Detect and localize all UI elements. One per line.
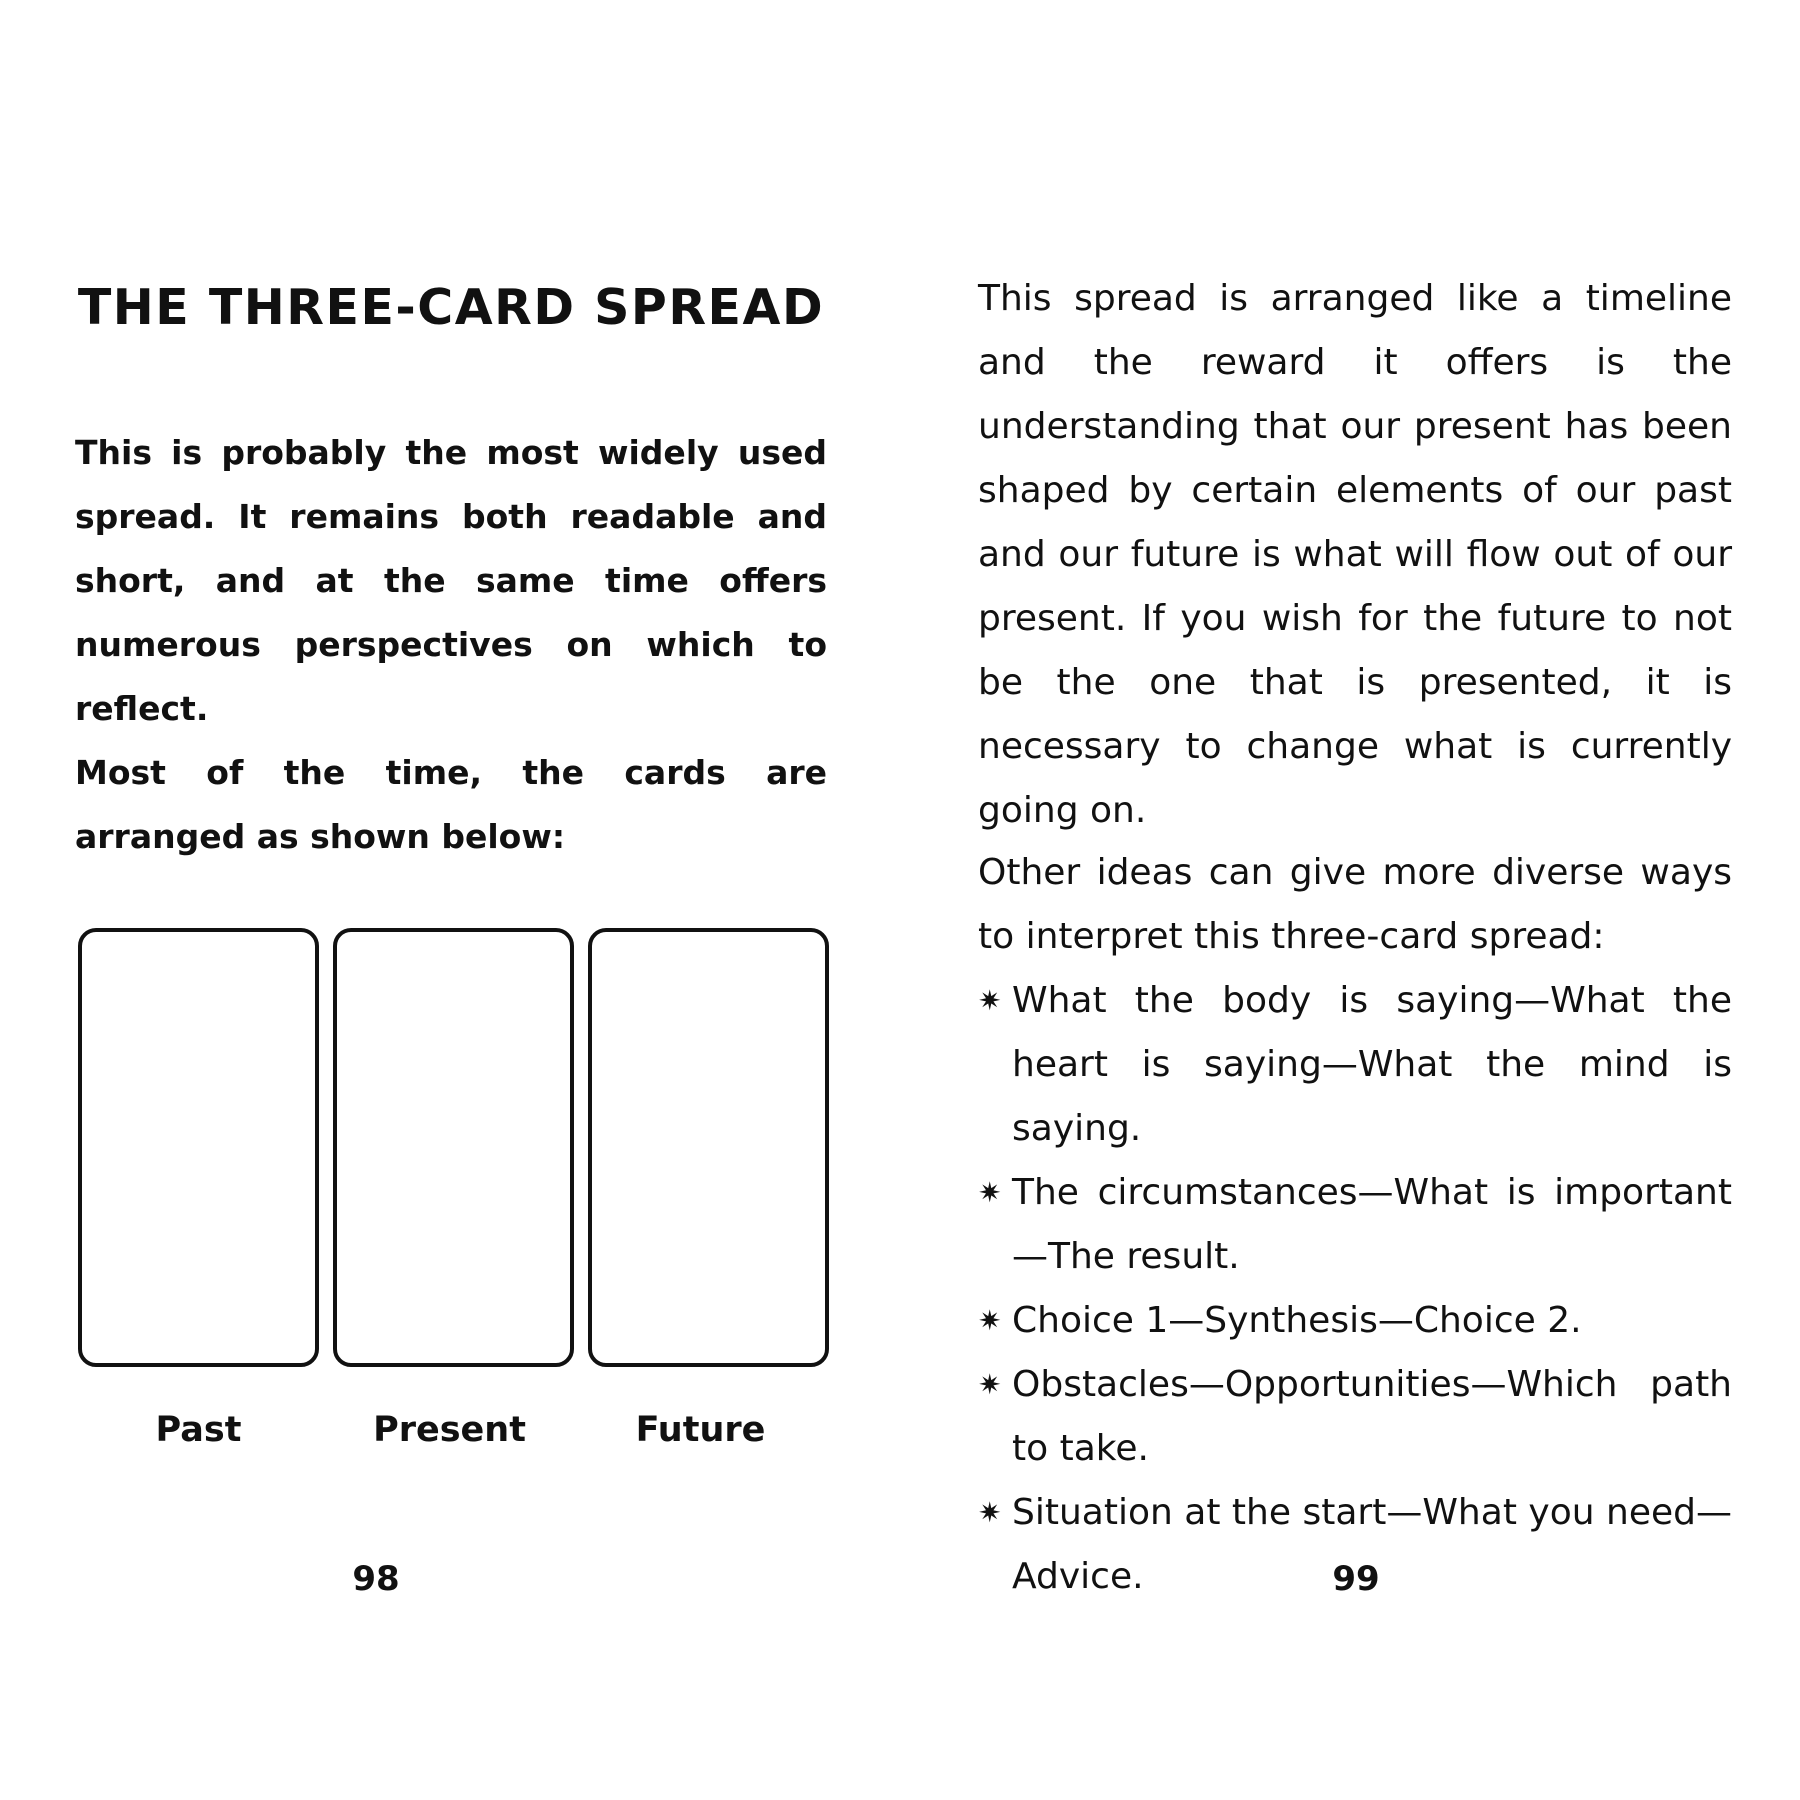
list-item-text: Choice 1—Synthesis—Choice 2. (1012, 1300, 1582, 1341)
left-page (75, 0, 827, 1800)
timeline-paragraph: This spread is arranged like a timeline and the reward it offers is the understanding that our present has been shaped by certain elements of our past and our future is what will flow out of our present. If you wish for the future to not be the one that is presented, it is necessary to change what is currently going on. (978, 278, 1732, 831)
card-spread-diagram (75, 928, 827, 1368)
list-item (978, 969, 1732, 1161)
list-item-text: The circumstances—What is important—The result. (1012, 1172, 1732, 1277)
list-item (978, 1353, 1732, 1481)
star-bullet-icon: ✷ (978, 1496, 1002, 1529)
list-item (978, 1161, 1732, 1289)
page-number-left: 98 (352, 1559, 400, 1599)
star-bullet-icon: ✷ (978, 1368, 1002, 1401)
intro-paragraph: This is probably the most widely used spread. It remains both readable and short, and at the same time offers numerous perspectives on which to reflect. (75, 433, 827, 728)
arrangement-paragraph: Most of the time, the cards are arranged as shown below: (75, 753, 827, 856)
page-number-right: 99 (1332, 1559, 1380, 1599)
star-bullet-icon: ✷ (978, 1176, 1002, 1209)
list-item (978, 1289, 1732, 1353)
page-title: THE THREE-CARD SPREAD (77, 279, 825, 336)
right-page (978, 0, 1732, 1800)
card-label-past: Past (155, 1410, 242, 1450)
list-item-text: Obstacles—Opportunities—Which path to take. (1012, 1364, 1732, 1469)
card-label-future: Future (635, 1410, 766, 1450)
other-ideas-paragraph: Other ideas can give more diverse ways to interpret this three-card spread: (978, 852, 1732, 957)
list-item-text: Situation at the start—What you need—Advice. (1012, 1492, 1732, 1597)
list-item-text: What the body is saying—What the heart is saying—What the mind is saying. (1012, 980, 1732, 1149)
star-bullet-icon: ✷ (978, 984, 1002, 1017)
card-future (588, 928, 829, 1367)
card-past (78, 928, 319, 1367)
star-bullet-icon: ✷ (978, 1304, 1002, 1337)
interpretation-list (978, 969, 1732, 1609)
card-label-present: Present (373, 1410, 526, 1450)
card-present (333, 928, 574, 1367)
